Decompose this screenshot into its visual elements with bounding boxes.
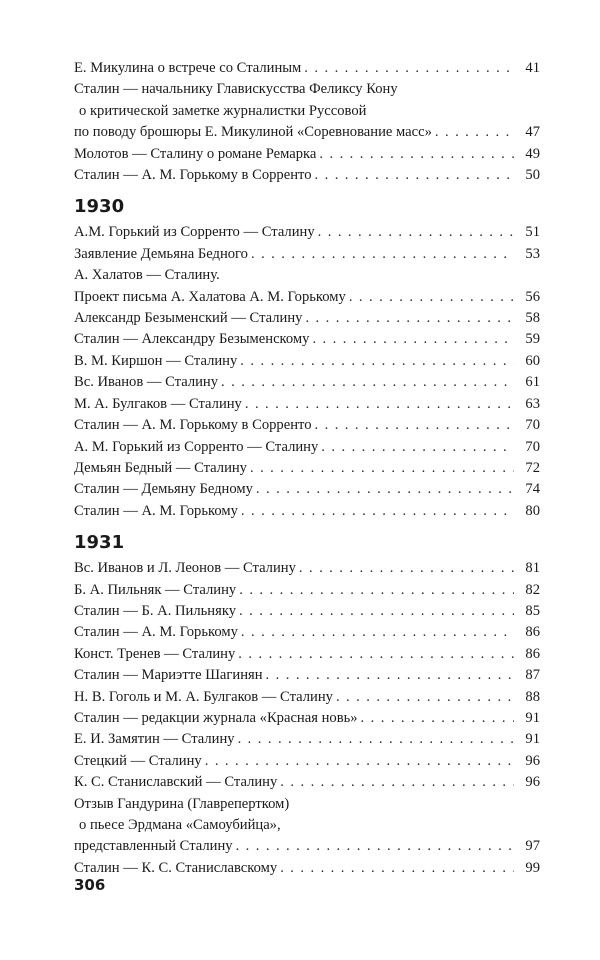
toc-page-number: 96 — [525, 774, 540, 791]
toc-page-number: 60 — [525, 352, 540, 369]
toc-entry-row — [74, 479, 540, 500]
toc-page-number: 87 — [525, 667, 540, 684]
dot-leader — [304, 58, 514, 79]
table-of-contents — [74, 58, 540, 879]
toc-entry — [74, 265, 540, 308]
toc-entry — [74, 244, 540, 265]
toc-page-number: 56 — [525, 288, 540, 305]
toc-entry — [74, 858, 540, 879]
dot-leader — [318, 222, 514, 243]
year-heading: 1930 — [74, 196, 125, 218]
toc-entry-row — [74, 751, 540, 772]
toc-page-number: 86 — [525, 624, 540, 641]
toc-entry-title: Сталин — А. М. Горькому — [74, 502, 238, 519]
toc-entry-row — [74, 308, 540, 329]
toc-page-number: 86 — [525, 645, 540, 662]
dot-leader — [236, 836, 514, 857]
toc-entry-title: Е. И. Замятин — Сталину — [74, 731, 235, 748]
toc-entry — [74, 351, 540, 372]
toc-entry — [74, 729, 540, 750]
dot-leader — [349, 287, 514, 308]
toc-page-number: 59 — [525, 331, 540, 348]
toc-page-number: 80 — [525, 502, 540, 519]
dot-leader — [239, 580, 514, 601]
toc-entry — [74, 372, 540, 393]
toc-entry — [74, 479, 540, 500]
toc-entry-row — [74, 644, 540, 665]
dot-leader — [280, 858, 514, 879]
toc-page-number: 81 — [525, 560, 540, 577]
toc-page-number: 91 — [525, 731, 540, 748]
toc-page-number: 53 — [525, 245, 540, 262]
toc-entry-row — [74, 351, 540, 372]
toc-entry-title: М. А. Булгаков — Сталину — [74, 395, 242, 412]
toc-entry-title: Александр Безыменский — Сталину — [74, 310, 303, 327]
toc-entry — [74, 772, 540, 793]
toc-page-number: 51 — [525, 224, 540, 241]
toc-entry — [74, 708, 540, 729]
dot-leader — [312, 329, 514, 350]
toc-entry-row — [74, 601, 540, 622]
toc-entry-title: Сталин — А. М. Горькому в Сорренто — [74, 417, 312, 434]
toc-entry — [74, 415, 540, 436]
dot-leader — [361, 708, 514, 729]
toc-entry-row — [74, 458, 540, 479]
toc-entry-row — [74, 415, 540, 436]
toc-page-number: 70 — [525, 417, 540, 434]
toc-entry — [74, 794, 540, 858]
toc-entry-row — [74, 122, 540, 143]
toc-entry-title: Сталин — А. М. Горькому в Сорренто — [74, 167, 312, 184]
toc-entry — [74, 58, 540, 79]
dot-leader — [221, 372, 514, 393]
toc-page-number: 99 — [525, 859, 540, 876]
toc-entry-title: Заявление Демьяна Бедного — [74, 245, 248, 262]
toc-entry-title-line: Сталин — начальнику Главискусства Феликсу Кону — [74, 81, 398, 98]
toc-entry-title: Сталин — Демьяну Бедному — [74, 481, 253, 498]
toc-entry-row — [74, 329, 540, 350]
toc-entry-title: А.М. Горький из Сорренто — Сталину — [74, 224, 315, 241]
toc-entry-row — [74, 687, 540, 708]
dot-leader — [256, 479, 514, 500]
toc-entry — [74, 437, 540, 458]
toc-entry-title: Н. В. Гоголь и М. А. Булгаков — Сталину — [74, 688, 333, 705]
toc-entry-title: Сталин — Мариэтте Шагинян — [74, 667, 263, 684]
toc-page-number: 50 — [525, 167, 540, 184]
toc-page-number: 72 — [525, 459, 540, 476]
toc-entry-title: Сталин — Б. А. Пильняку — [74, 602, 236, 619]
toc-entry-title: Стецкий — Сталину — [74, 752, 202, 769]
dot-leader — [241, 622, 514, 643]
toc-entry — [74, 79, 540, 143]
toc-entry-row — [74, 708, 540, 729]
toc-entry-row — [74, 665, 540, 686]
dot-leader — [305, 308, 514, 329]
toc-entry — [74, 222, 540, 243]
toc-page-number: 97 — [525, 838, 540, 855]
toc-page-number: 47 — [525, 124, 540, 141]
toc-page-number: 70 — [525, 438, 540, 455]
toc-entry-title: Е. Микулина о встрече со Сталиным — [74, 60, 302, 76]
toc-page-number: 96 — [525, 752, 540, 769]
toc-entry-row — [74, 622, 540, 643]
toc-entry-title: Вс. Иванов и Л. Леонов — Сталину — [74, 560, 296, 577]
toc-page-number: 88 — [525, 688, 540, 705]
dot-leader — [205, 751, 514, 772]
dot-leader — [238, 729, 514, 750]
toc-entry-title: Проект письма А. Халатова А. М. Горькому — [74, 288, 346, 305]
toc-entry — [74, 644, 540, 665]
dot-leader — [280, 772, 514, 793]
toc-entry-row — [74, 729, 540, 750]
toc-entry-row — [74, 222, 540, 243]
toc-entry-title: Молотов — Сталину о романе Ремарка — [74, 145, 317, 162]
dot-leader — [239, 601, 514, 622]
toc-entry-title: Сталин — К. С. Станиславскому — [74, 859, 278, 876]
toc-entry-row — [74, 580, 540, 601]
toc-entry — [74, 501, 540, 522]
toc-entry — [74, 751, 540, 772]
toc-entry-title: представленный Сталину — [74, 838, 233, 855]
toc-entry-title-line: о пьесе Эрдмана «Самоубийца», — [79, 817, 281, 833]
toc-entry-row — [74, 287, 540, 308]
toc-entry-title: Б. А. Пильняк — Сталину — [74, 581, 237, 598]
toc-entry-title: Вс. Иванов — Сталину — [74, 374, 219, 391]
page-number: 306 — [74, 876, 106, 894]
dot-leader — [241, 501, 514, 522]
dot-leader — [321, 437, 514, 458]
toc-entry-title: В. М. Киршон — Сталину — [74, 352, 238, 369]
toc-entry-title: К. С. Станиславский — Сталину — [74, 774, 278, 791]
dot-leader — [336, 687, 514, 708]
dot-leader — [315, 165, 515, 186]
toc-entry-row — [74, 501, 540, 522]
toc-entry-title: Сталин — редакции журнала «Красная новь» — [74, 709, 358, 726]
toc-entry — [74, 558, 540, 579]
toc-entry — [74, 665, 540, 686]
toc-entry-row — [74, 58, 540, 79]
toc-page-number: 91 — [525, 709, 540, 726]
dot-leader — [251, 244, 514, 265]
toc-entry — [74, 687, 540, 708]
toc-entry-row — [74, 437, 540, 458]
toc-page-number: 63 — [525, 395, 540, 412]
toc-entry — [74, 622, 540, 643]
toc-page-number: 82 — [525, 581, 540, 598]
toc-entry-row — [74, 144, 540, 165]
dot-leader — [299, 558, 514, 579]
toc-entry-title-line: о критической заметке журналистки Руссовой — [79, 102, 367, 119]
toc-entry — [74, 308, 540, 329]
toc-entry-row — [74, 394, 540, 415]
toc-entry-row — [74, 372, 540, 393]
toc-entry-row — [74, 165, 540, 186]
toc-entry-row — [74, 772, 540, 793]
toc-entry-row — [74, 858, 540, 879]
toc-entry-row — [74, 558, 540, 579]
toc-entry — [74, 144, 540, 165]
toc-entry-row — [74, 836, 540, 857]
dot-leader — [238, 644, 514, 665]
toc-entry — [74, 601, 540, 622]
dot-leader — [240, 351, 514, 372]
toc-entry-title: Сталин — Александру Безыменскому — [74, 331, 310, 348]
toc-entry-title: по поводу брошюры Е. Микулиной «Соревнование масс» — [74, 124, 432, 141]
toc-entry-title-line: Отзыв Гандурина (Главрепертком) — [74, 795, 290, 812]
toc-entry-title-line: А. Халатов — Сталину. — [74, 267, 220, 284]
toc-entry — [74, 580, 540, 601]
toc-page-number: 85 — [525, 602, 540, 619]
dot-leader — [266, 665, 514, 686]
toc-entry — [74, 458, 540, 479]
toc-page-number: 58 — [525, 310, 540, 327]
toc-entry — [74, 394, 540, 415]
toc-entry-title: А. М. Горький из Сорренто — Сталину — [74, 438, 319, 455]
toc-entry — [74, 165, 540, 186]
toc-page-number: 41 — [525, 60, 540, 76]
dot-leader — [315, 415, 515, 436]
toc-page-number: 61 — [525, 374, 540, 391]
year-heading: 1931 — [74, 532, 125, 554]
toc-entry-row — [74, 244, 540, 265]
toc-entry — [74, 329, 540, 350]
dot-leader — [250, 458, 514, 479]
toc-page-number: 74 — [525, 481, 540, 498]
toc-entry-title: Сталин — А. М. Горькому — [74, 624, 238, 641]
toc-entry-title: Конст. Тренев — Сталину — [74, 645, 236, 662]
toc-page-number: 49 — [525, 145, 540, 162]
dot-leader — [319, 144, 514, 165]
toc-entry-title: Демьян Бедный — Сталину — [74, 459, 247, 476]
dot-leader — [245, 394, 514, 415]
dot-leader — [435, 122, 514, 143]
